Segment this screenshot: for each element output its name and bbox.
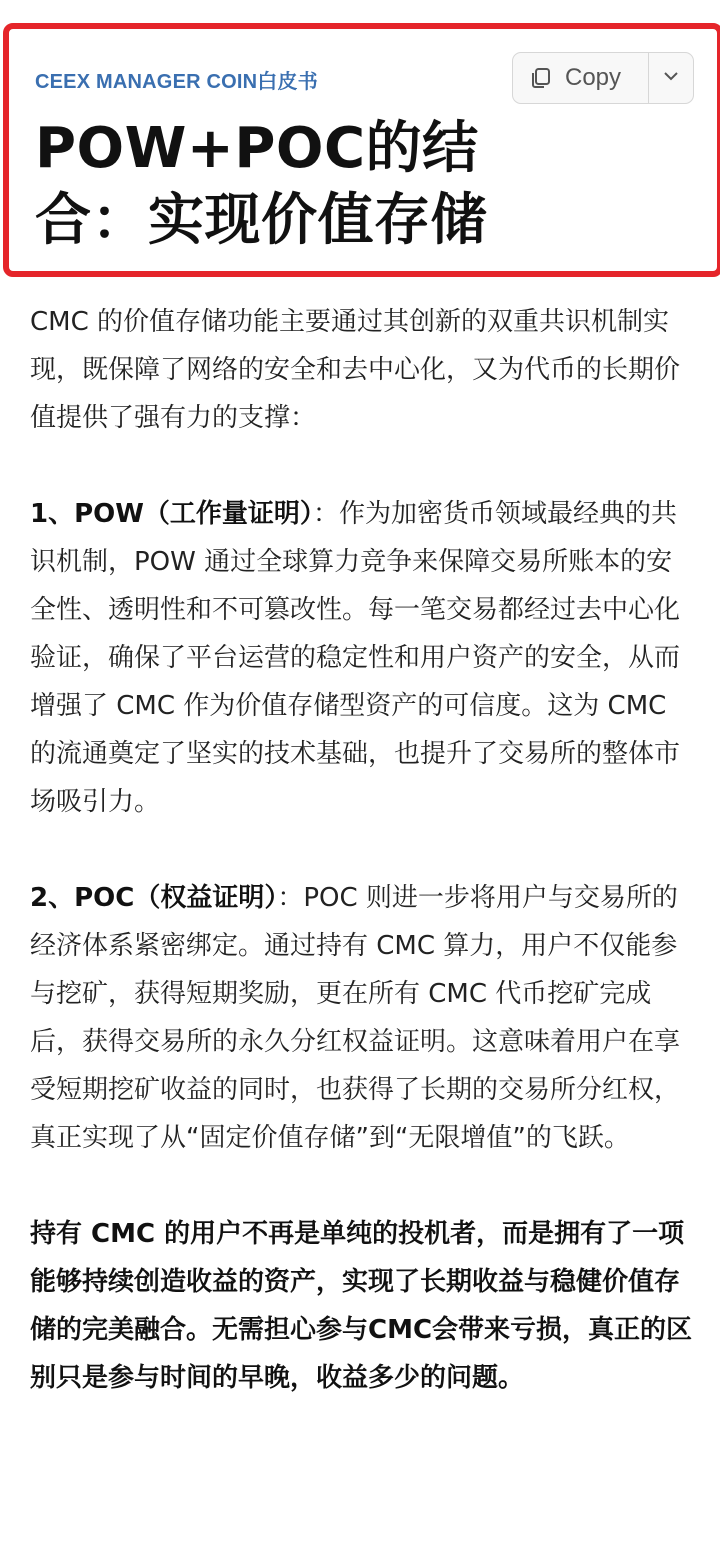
intro-paragraph: CMC 的价值存储功能主要通过其创新的双重共识机制实现，既保障了网络的安全和去中心化，又为代币的长期价值提供了强有力的支撑： (30, 307, 681, 433)
article-body (30, 298, 695, 1450)
copy-button[interactable] (513, 53, 648, 103)
pow-text: ：作为加密货币领域最经典的共识机制，POW 通过全球算力竞争来保障交易所账本的安全性、透明性和不可篡改性。每一笔交易都经过去中心化验证，确保了平台运营的稳定性和用户资产的安全，从而增强了 CMC 作为价值存储型资产的可信度。这为 CMC 的流通奠定了坚实的技术基础，也提升了交易所的整体市场吸引力。 (30, 499, 681, 817)
copy-icon (529, 66, 553, 90)
chevron-down-icon (661, 66, 681, 90)
document-title: POW+POC的结合：实现价值存储 (35, 116, 487, 253)
poc-heading: 2、POC（权益证明） (30, 883, 278, 913)
document-kicker: CEEX MANAGER COIN白皮书 (35, 71, 318, 93)
copy-button-group (512, 52, 694, 104)
pow-heading: 1、POW（工作量证明） (30, 499, 313, 529)
copy-label: Copy (565, 64, 622, 91)
pow-paragraph (30, 490, 695, 826)
poc-paragraph (30, 874, 695, 1162)
copy-options-dropdown[interactable] (648, 53, 693, 103)
poc-text: ：POC 则进一步将用户与交易所的经济体系紧密绑定。通过持有 CMC 算力，用户不仅能参与挖矿，获得短期奖励，更在所有 CMC 代币挖矿完成后，获得交易所的永久分红权益证明。这意味着用户在享受短期挖矿收益的同时，也获得了长期的交易所分红权，真正实现了从“固定价值存储”到“无限增值”的飞跃。 (30, 883, 681, 1153)
conclusion-paragraph: 持有 CMC 的用户不再是单纯的投机者，而是拥有了一项能够持续创造收益的资产，实现了长期收益与稳健价值存储的完美融合。无需担心参与CMC会带来亏损，真正的区别只是参与时间的早晚，收益多少的问题。 (30, 1219, 693, 1393)
highlighted-header-box (3, 23, 720, 277)
